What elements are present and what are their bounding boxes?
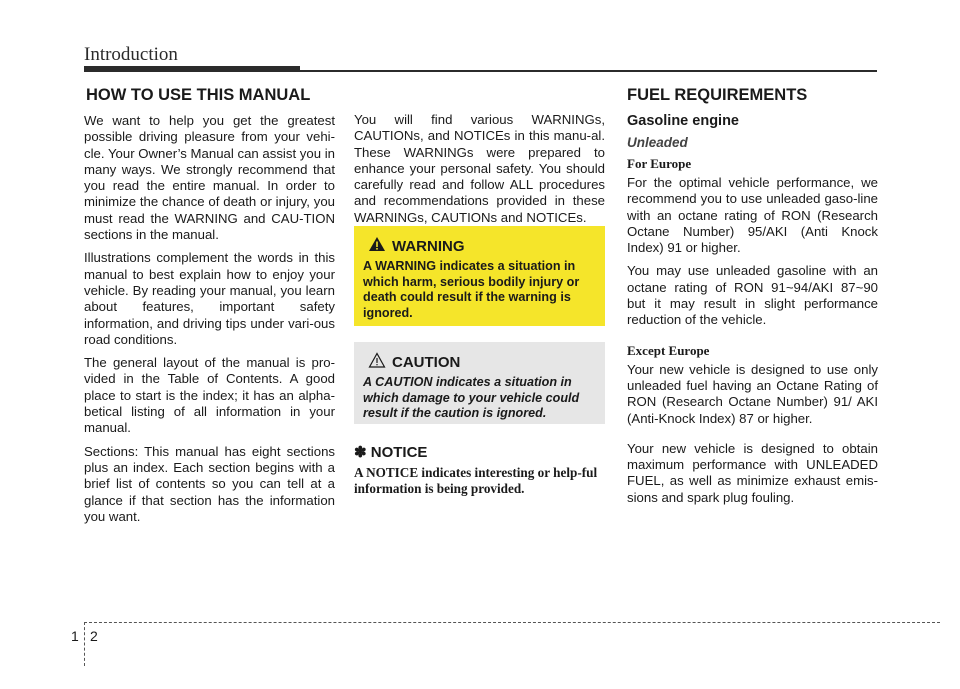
warnings-intro-paragraph: You will find various WARNINGs, CAUTIONs, and NOTICEs in this manu-al. These WARNINGs were prepared to enhance your personal safety. You should carefully read and follow ALL procedures and recommendations provided in these WARNINGs, CAUTIONs and NOTICEs. [354,112,605,225]
caution-header [368,352,596,372]
how-to-use-paragraph: We want to help you get the greatest possible driving pleasure from your vehi-cle. Your Owner’s Manual can assist you in many ways. We strongly recommend that you read the entire manual. In order to minimize the chance of death or injury, you must read the WARNING and CAU-TION sections in the manual. [84,113,335,243]
except-europe-label: Except Europe [627,342,710,358]
europe-paragraph: For the optimal vehicle performance, we recommend you to use unleaded gaso-line with an octane rating of RON (Research Octane Number) 95/AKI (Anti Knock Index) 91 or higher. [627,175,878,256]
warnings-intro [354,112,605,233]
footer-dashed-rule [84,622,940,623]
header-rule-thick [84,66,300,72]
how-to-use-paragraph: Illustrations complement the words in this manual to best explain how to enjoy your vehicle. By reading your manual, you learn about features, important safety information, and driving tips under vari-ous road conditions. [84,250,335,347]
caution-label: CAUTION [392,353,461,371]
warning-header [368,236,596,256]
fuel-heading: FUEL REQUIREMENTS [627,86,808,104]
gasoline-engine-heading: Gasoline engine [627,113,739,129]
caution-triangle-icon [368,352,386,372]
how-to-use-heading: HOW TO USE THIS MANUAL [86,86,311,104]
except-europe-paragraph: Your new vehicle is designed to use only unleaded fuel having an Octane Rating of RON (Research Octane Number) 91/ AKI (Anti-Knock Index) 87 or higher. [627,361,878,426]
header-rule-thin [300,70,877,72]
unleaded-heading: Unleaded [627,135,688,150]
how-to-use-paragraph: The general layout of the manual is pro-vided in the Table of Contents. A good place to start is the index; it has an alpha-betical listing of all information in your manual. [84,355,335,436]
caution-text: A CAUTION indicates a situation in which damage to your vehicle could result if the caution is ignored. [363,375,580,420]
footer-dashed-divider [84,622,85,666]
notice-section [354,443,605,497]
page-number: 2 [90,628,98,644]
except-europe-paragraph: Your new vehicle is designed to obtain maximum performance with UNLEADED FUEL, as well as minimize exhaust emis-sions and spark plug fouling. [627,440,878,505]
how-to-use-section [84,86,335,532]
europe-paragraph: You may use unleaded gasoline with an octane rating of RON 91~94/AKI 87~90 but it may result in slight performance reduction of the vehicle. [627,263,878,328]
chapter-title: Introduction [84,44,178,65]
chapter-number: 1 [71,628,79,644]
warning-text: A WARNING indicates a situation in which harm, serious bodily injury or death could result if the warning is ignored. [363,259,580,320]
notice-text: A NOTICE indicates interesting or help-ful information is being provided. [354,465,598,496]
for-europe-label: For Europe [627,156,692,171]
warning-triangle-icon [368,236,386,256]
warning-label: WARNING [392,237,465,255]
warning-box [354,226,605,326]
notice-heading: ✽ NOTICE [354,444,428,461]
how-to-use-paragraph: Sections: This manual has eight sections plus an index. Each section begins with a brief list of contents so you can tell at a glance if that section has the information you want. [84,443,335,524]
caution-box [354,342,605,424]
fuel-requirements-section [627,86,878,513]
